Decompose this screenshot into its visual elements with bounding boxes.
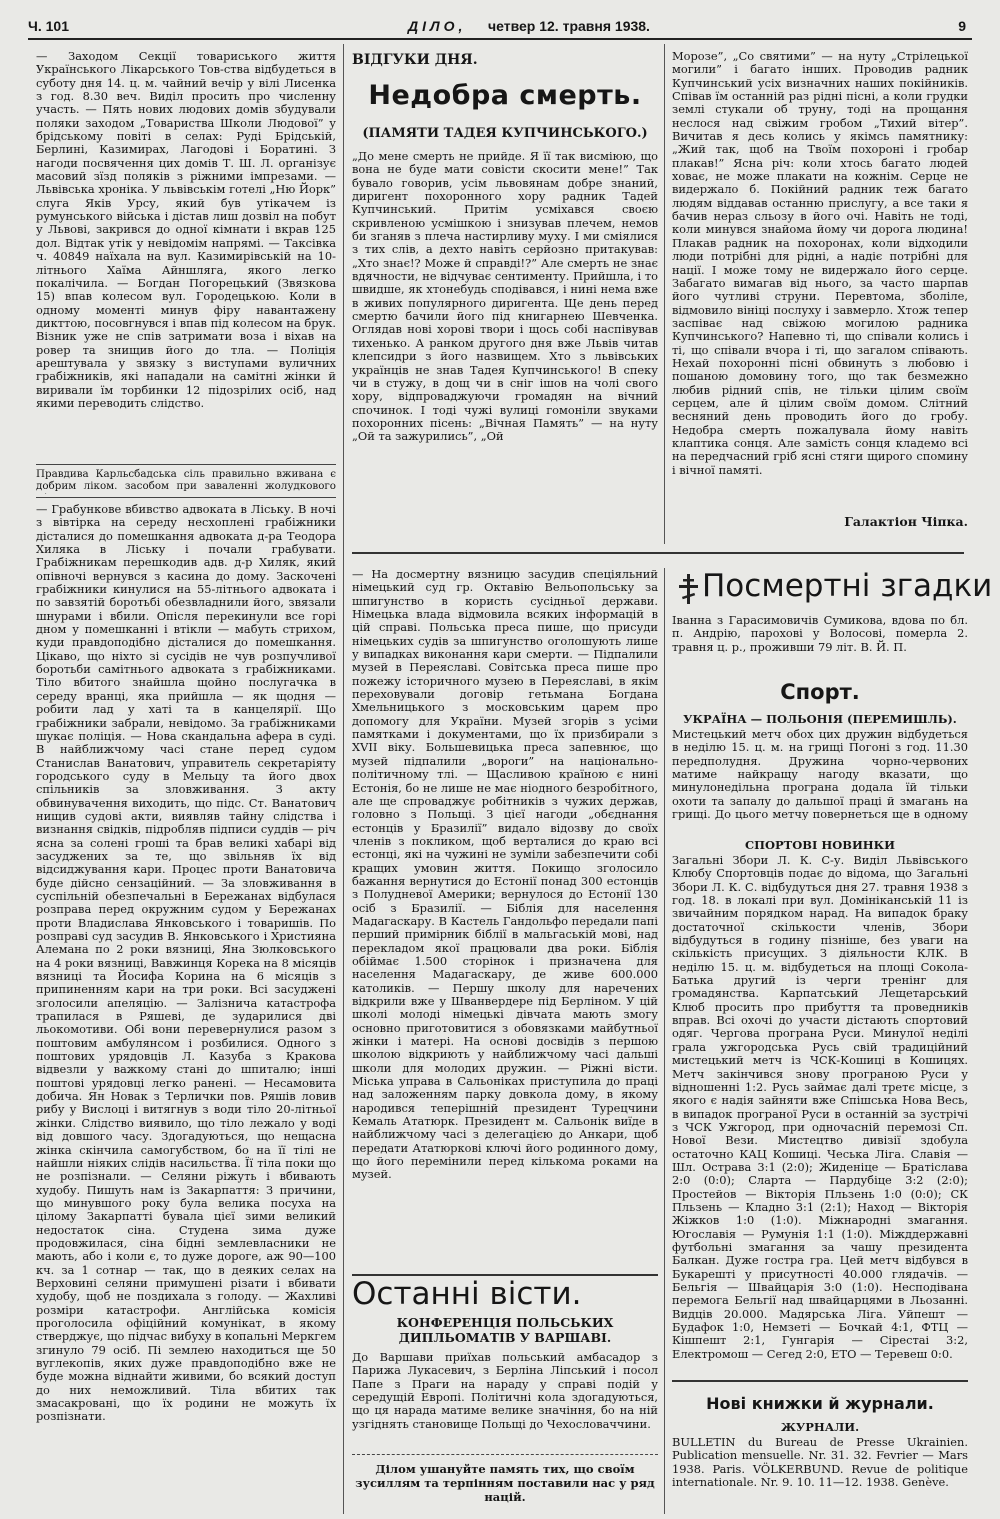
column-1-news bbox=[36, 50, 336, 462]
issue-date: четвер 12. травня 1938. bbox=[488, 18, 650, 34]
article-subtitle: (ПАМЯТИ ТАДЕЯ КУПЧИНСЬКОГО.) bbox=[362, 126, 648, 141]
column-divider-right-top bbox=[664, 44, 665, 544]
karlsbad-ad-text: Правдива Карльсбадська сіль правильно вживана є добрим ліком. засобом при заваленні жолудкового bbox=[36, 468, 336, 493]
page-number: 9 bbox=[958, 18, 966, 34]
section-label: ВІДГУКИ ДНЯ. bbox=[352, 52, 478, 68]
footer-slogan: Ділом ушануйте память тих, що своїм зусиллям та терпінням поставили нас у ряд націй. bbox=[355, 1462, 655, 1504]
latest-news-body bbox=[352, 1351, 658, 1447]
page-header bbox=[28, 16, 972, 40]
books-rule bbox=[672, 1380, 968, 1382]
obituaries-heading bbox=[672, 568, 993, 608]
sport-match-article bbox=[672, 728, 968, 820]
ad-rule-bottom bbox=[36, 497, 336, 498]
sport-match-headline: УКРАЇНА — ПОЛЬОНІЯ (ПЕРЕМИШЛЬ). bbox=[683, 712, 957, 726]
books-subheading: ЖУРНАЛИ. bbox=[780, 1420, 860, 1434]
memorial-article-continued bbox=[672, 50, 968, 500]
sport-match-text: Мистецький метч обох цих дружин відбудеться в неділю 15. ц. м. на грищі Погоні з год. 11.30 передполудня. Дружина чорно-червоних матиме найкращу нагоду вказати, що минулонедільна програна додала їй тільки охоти та запалу до дальшої праці й змагань на грищі. До цього метчу повернеться ще в одному bbox=[672, 728, 968, 820]
books-text: BULLETIN du Bureau de Presse Ukrainien. Publication mensuelle. Nr. 31. 32. Fevrier — Mars 1938. Paris. VÖLKERBUND. Revue de politique internationale. Nr. 9. 10. 11—12. 1938. Genève. bbox=[672, 1436, 968, 1490]
article-signature: Галактіон Чіпка. bbox=[844, 514, 968, 529]
latest-news-title: Останні вісти. bbox=[352, 1276, 582, 1312]
memorial-article-text: „До мене смерть не прийде. Я її так висміюю, що вона не буде мати совісти скосити мене!” Так бувало говорив, усім львовянам добре знаний, диригент похоронного хору радник Тадей Купчинський. Притім усміхався своєю скривленою усмішкою і знизував плечем, немов би зганяв з плеча настирливу муху. І ми сміялися з тих слів, а дехто навіть серйозно притакував: „Хто знає!? Може й справді!?” Але смерть не знає вдячности, не відчуває сентименту. Прийшла, і то швидше, як хтонебудь сподівався, і нині нема вже в живих популярного диригента. Ще день перед смертю бачили його під книгарнею Шевченка. Оглядав нові хорові твори і щось собі наспівував тихенько. А ранком другого дня вже Львів читав клепсидри з його назвищем. Хто з львівських українців не знав Тадея Купчинського! В спеку чи в стужу, в дощ чи в сніг ішов на чолі свого хору, відпроваджуючи громадян на вічний спочинок. І тоді чужі вулиці гомоніли звуками похоронних пісень: „Вічная Память” — на нуту „Ой та зажурились”, „Ой bbox=[352, 150, 658, 444]
article-title: Недобра смерть. bbox=[368, 80, 642, 111]
column-1-main-article: — Грабункове вбивство адвоката в Ліську. В ночі з вівтірка на середу несхоплені грабіжники дісталися до помешкання адвоката д-ра Теодора Хиляка в Ліську і почали грабувати. Грабіжникам перешкодив адв. д-р Хиляк, який опівночі вернувся з касина до дому. Заскочені грабіжники кинулися на 55-літнього адвоката і по завзятій боротьбі обезвладнили його, звязали шнурами і вбили. Опісля перекинули все горі дном у помешканні і втікли — мабуть стрихом, куди правдоподібно дісталися до помешкання. Цікаво, що ніхто зі сусідів не чув розпучливої боротьби самітнього адвоката з грабіжниками. Тіло вбитого знайшла щойно послугачка в середу вранці, яка прийшла — як щодня — робити лад у хаті та в канцелярії. Що грабіжники забрали, невідомо. За грабіжниками шукає поліція. — Нова скандальна афера в суді. В найближчому часі стане перед судом Станислав Ванатович, управитель секретаріяту городського суду в Мельцу та його двох спільників за зловживання. З акту обвинувачення виходить, що підс. Ст. Ванатович нищив судові акти, виявляв тайну слідства і визнання свідків, підробляв підписи суддів — річ ясна за солені гроші та брав великі хабарі від засуджених за те, що звільняв їх від відсиджування кари. Процес проти Ванатовича буде дійсно сензаційний. — За зловживання в суспільній обезпечальні в Бережанах відбулася розправа перед окружним судом у Бережанах проти Владислава Янковського і товаришів. По розправі суд засудив В. Янковського і Християна Алемана по 2 роки вязниці, Яна Зюлковського на 4 роки вязниці, Вавжинця Корека на 8 місяців вязниці та Йосифа Корина на 6 місяців з припиненням кари на три роки. Всі засуджені зголосили апеляцію. — Залізнича катастрофа трапилася в Ряшеві, де зударилися дві льокомотиви. Обі вони перевернулися разом з поштовим амбулянсом і розбилися. Одного з поштових урядовців Л. Казуба з Кракова відвезли у важкому стані до шпиталю; інші поштові урядовці легко ранені. — Несамовита добича. Ян Новак з Терлички пов. Ряшів ловив рибу у Вислоці і витягнув з води тіло 20-літньої жінки. Слідство виявило, що тіло лежало у воді від довшого часу. Здогадуються, що нещасна жінка скінчила самогубством, бо на її тілі не найшли ніяких слідів насильства. Її тіла поки що не розпізнали. — Селяни ріжуть і вбивають худобу. Пишуть нам із Закарпаття: З причини, що минувшого року була велика посуха на цілому Закарпатті бувала цієї зими великий недостаток сіна. Студена зима дуже продовжилася, сіна бідні землевласники не мають, або і коли є, то дуже дороге, аж 90—100 кч. за 1 сотнар — так, що в деяких селах на Верховині селяни примушені різати і вбивати худобу, щоб не поздихала з голоду. — Жахливі розміри катастрофи. Англійська комісія проголосила офіційний комунікат, в якому стверджує, що підчас вибуху в копальні Меркгем згинуло 79 осіб. Пі землею находиться ще 50 вуглекопів, яких дуже правдоподібно вже не буде можна віднайти живими, бо всякий доступ до них неможливий. Тіла вбитих так змасакровані, що їх родини не можуть їх розпізнати. bbox=[36, 503, 336, 1424]
column-divider-left bbox=[343, 44, 344, 1514]
memorial-continued-text: Морозе”, „Со святими” — на нуту „Стрілецької могили” і багато інших. Проводив радник Купчинський усіх визначних наших покійників. Співав їм останній раз рідні пісні, а коли грудки землі стукали об труну, тоді на прощання неслося над свіжим гробом „Тихий вітер”. Вичитав я десь колись у якімсь памятнику: „Жий так, щоб на Твоїм похороні і гробар плакав!” Ясна річ: коли хтось багато людей ховає, не може плакати на кожнім. Серце не видержало б. Покійний радник теж багато людям віддавав останню прислугу, а все таки я бачив нераз сльозу в його очі. Навіть не тоді, коли минувся знайома йому чи дорога людина! Плакав радник на похоронах, коли відходили люди потрібні для рідні, а надіє потрібні для нації. І може тому не видержало його серце. Забагато вимагав від нього, за часто шарпав його чутливі струни. Перевтома, зболіле, відмовило вініці послуху і завмерло. Хтож тепер заспіває над свіжою могилою радника Купчинського? Напевно ті, що співали колись і ті, що співали вчора і ті, що загалом співають. Нехай похоронні пісні обвинуть з любовю і пошаною домовину того, що так безмежно любив рідний спів, не тільки цілим своїм серцем, але й цілим своїм домом. Слітний весняний день проводить його до гробу. Недобра смерть пожалувала йому навіть клаптика сонця. Але замість сонця кладемо всі на передчасний гріб ясні стяги щирого спомину і вічної памяті. bbox=[672, 50, 968, 477]
column-divider-right-bottom bbox=[664, 568, 665, 1514]
issue-number: Ч. 101 bbox=[28, 18, 69, 34]
sport-title: Спорт. bbox=[780, 680, 860, 704]
latest-news-text: До Варшави приїхав польський амбасадор з Парижа Лукасевич, з Берліна Ліпський і посол Папе з Праги на нараду у справі подій у середущій Европі. Політичні кола здогадуються, що ця нарада матиме велике значіння, бо на ній узгіднять становище Польщі до Чехословаччини. bbox=[352, 1351, 658, 1431]
column-2-news-text: — На досмертну вязницю засудив спеціяльний німецький суд гр. Октавію Вельопольську за шпигунство в користь сусідньої держави. Німецька влада відмовила всяких інформацій в цій справі. Польська преса пише, що присуди німецьких судів за шпигунство оголошують лише у випадках виконання кари смерти. — Підпалили музей в Переяславі. Совітська преса пише про пожежу історичного музею в Переяславі, в якім переховували договір гетьмана Богдана Хмельницького з московським царем про допомогу для України. Музей згорів з усіми памятками і документами, що їх призбирали з XVII віку. Большевицька преса запевнює, що музей підпалили „вороги” на національно-політичному тлі. — Щасливою країною є нині Естонія, бо не лише не має ніодного безробітного, але ще спроваджує робітників з чужих держав, головно з Польщі. З цієї нагоди „обєднання естонців у Бразилії” видало відозву до своїх членів з покликом, щоб верталися до краю всі естонці, які на чужині не зуміли забезпечити собі кращих умовин життя. Покищо зголосило бажання вернутися до Естонії понад 300 естонців з Полудневої Америки; вернулося до Естонії 130 осіб з Бразилії. — Біблія для населення Мадагаскару. В Кастель Гандольфо передали папі перший примірник біблії в мальгаській мові, над перекладом якої працювали два роки. Біблія обіймає 1.500 сторінок і призначена для населення Мадагаскару, де живе 600.000 католиків. — Першу школу для наречених відкрили вже у Шванвердере під Берліном. У цій школі молоді німецькі дівчата мають змогу основно приготовитися з обовязками майбутньої жінки і матері. На основі досвідів з першою школою відкриють у найближчому часі дальші школи для молодих дружин. — Ріжні вісти. Міська управа в Сальоніках приступила до праці над заложенням парку довкола дому, в якому народився теперішній президент Турецчини Кемаль Ататюрк. Президент м. Сальонік виїде в найближчому часі з делегацією до Анкари, щоб передати Ататюркові ключі його родинного дому, що його перемінили перед кількома роками на музей. bbox=[352, 568, 658, 1182]
latest-news-headline: КОНФЕРЕНЦІЯ ПОЛЬСЬКИХ ДИПЛЬОМАТІВ У ВАРШАВІ. bbox=[396, 1315, 614, 1345]
books-title: Нові книжки й журнали. bbox=[706, 1394, 934, 1413]
obituaries-title: Посмертні згадки bbox=[702, 568, 993, 604]
orthodox-cross-icon bbox=[678, 574, 700, 604]
column-1-chronicle bbox=[36, 503, 336, 1511]
column-1-top-article: — Заходом Секції товариського життя Українського Лікарського Тов-ства відбудеться в суботу дня 14. ц. м. чайний вечір у вілі Лисенка з год. 8.30 веч. Виділ просить про численну участь. — Пять нових людових домів збудували поляки заходом „Товариства Школи Людової” у брідському повіті в селах: Руді Брідській, Берлині, Казимирах, Лагодові і Боратині. З нагоди посвячення цих домів Т. Ш. Л. організує масовий зїзд поляків з ріжними імпрезами. — Львівська хроніка. У львівськім готелі „Ню Йорк” слуга Яків Урсу, який був утікачем із румунського війська і дістав лиш дозвіл на побут у Львові, закрився до одної кімнати і вкрав 125 дол. Відтак утік у невідомім напрямі. — Таксівка ч. 40849 наїхала на вул. Казимирівській на 10-літнього Хаїма Айншляга, якого легко покалічила. — Богдан Погорецький (Звязкова 15) впав колесом вул. Городецькою. Коли в одному моменті минув фіру навантажену дикттою, посовгнувся і впав під колесом на брук. Візник уже не спів затримати воза і віхав на ровер та знищив його до тла. — Поліція арештувала у звязку з виступами вуличних грабіжників, які нападали на самітні жінки й виривали їм торбинки 12 підозрілих осіб, над якими переводить слідство. bbox=[36, 50, 336, 410]
obituary-entry bbox=[672, 614, 968, 670]
karlsbad-ad bbox=[36, 468, 336, 494]
paper-title: ДІЛО, bbox=[408, 18, 467, 34]
sport-news-text: Загальні Збори Л. К. С-у. Виділ Львівського Клюбу Спортовців подає до відома, що Загальні Збори Л. К. С. відбудуться дня 27. травня 1938 з год. 18. в локалі при вул. Домініканській 11 із звичайним порядком нарад. На випадок браку достаточної скількости членів, Збори відбудуться в годину пізніше, без уваги на скількість присущих. З діяльности КЛК. В неділю 15. ц. м. відбудеться на площі Сокола-Батька другий із черги тренінг для громадянства. Карпатський Лещетарський Клюб просить про прибуття та проведників вправ. Всі охочі до участи дістають спортовий одяг. Чергова програна Руси. Минулої неділі грала ужгородська Русь свій традиційний мистецький метч із ЧСК-Кошиці в Кошицях. Метч закінчився знову програною Руси у відношенні 1:2. Русь займає далі третє місце, з якого є надія зайняти вже Спішська Нова Весь, в випадок програної Руси в останній за зустрічі з ЧСК Ужгород, при одночасній перемозі Сп. Нової Вези. Мистецтво дивізії здобула остаточно КАЦ Кошиці. Чеська Ліга. Славія — Шл. Острава 3:1 (2:0); Жиденіце — Братіслава 2:0 (0:0); Сларта — Пардубіце 3:2 (2:0); Простейов — Вікторія Пльзень 1:0 (0:0); СК Пльзень — Кладно 3:1 (2:1); Наход — Вікторія Жіжков 1:0 (1:0). Міжнародні змагання. Югославія — Румунія 1:1 (1:0). Міжддержавні футбольні змагання за чашу президента Балкан. Дуже гостра гра. Цей метч відбувся в Букарешті у присутності 40.000 глядачів. — Бельгія — Швайцарія 3:0 (1:0). Несподівана перемога Бельгії над швайцарцями в Льозанні. Видців 20.000. Мадярська Ліга. Уйпешт — Будафок 1:0, Немзеті — Бочкай 4:1, ФТЦ — Кішпешт 2:1, Гунгарія — Сірестаі 3:2, Електромош — Сегед 2:0, ЕТО — Теревеш 0:0. bbox=[672, 854, 968, 1361]
horizontal-rule-mid bbox=[352, 552, 964, 554]
memorial-article bbox=[352, 150, 658, 542]
books-list bbox=[672, 1436, 968, 1504]
column-2-news bbox=[352, 568, 658, 1270]
ad-rule-top bbox=[36, 464, 336, 465]
sport-news-heading: СПОРТОВІ НОВИНКИ bbox=[744, 838, 896, 852]
footer-rule bbox=[352, 1454, 658, 1455]
sport-news-column bbox=[672, 854, 968, 1374]
obituary-text: Іванна з Гарасимовичів Сумикова, вдова по бл. п. Андрію, парохові у Волосові, померла 2. травня ц. р., проживши 79 літ. В. Й. П. bbox=[672, 614, 968, 654]
